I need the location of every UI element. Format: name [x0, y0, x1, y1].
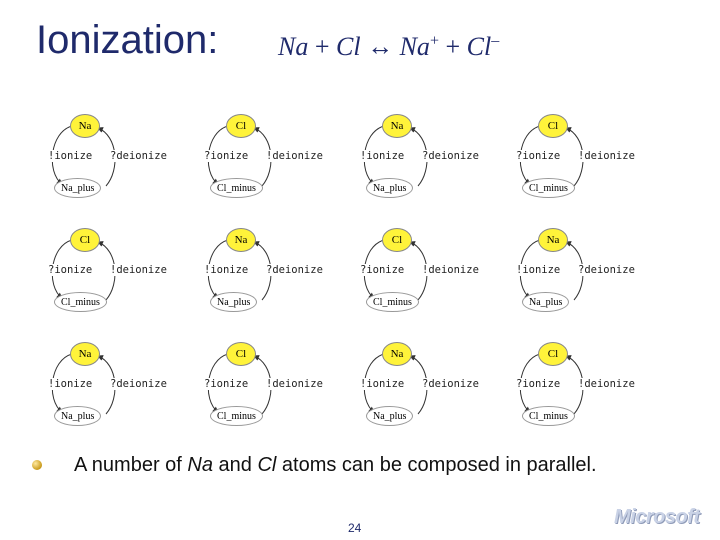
atom-state-node: Na [538, 228, 568, 252]
ionize-label: ?ionize [516, 378, 561, 390]
ionize-label: !ionize [516, 264, 561, 276]
bullet-text-part: and [212, 454, 258, 476]
ion-state-node: Na_plus [54, 178, 101, 198]
bullet-text-part: A number of [74, 454, 188, 476]
state-diagram [360, 110, 510, 220]
state-diagram [204, 338, 354, 448]
ion-state-node: Cl_minus [210, 178, 263, 198]
deionize-label: ?deionize [266, 264, 323, 276]
equation-cl-charge: – [491, 32, 500, 50]
deionize-label: ?deionize [422, 378, 479, 390]
atom-state-node: Na [70, 342, 100, 366]
deionize-label: !deionize [578, 378, 635, 390]
ion-state-node: Cl_minus [210, 406, 263, 426]
ion-state-node: Na_plus [366, 406, 413, 426]
atom-state-node: Na [382, 114, 412, 138]
state-diagram [516, 110, 666, 220]
ion-state-node: Na_plus [54, 406, 101, 426]
ionize-label: !ionize [360, 150, 405, 162]
bullet-icon [32, 460, 42, 470]
ion-state-node: Cl_minus [522, 406, 575, 426]
state-diagram [48, 110, 198, 220]
equation-na: Na [278, 32, 309, 61]
ionize-label: !ionize [48, 150, 93, 162]
equation-na-ion: Na [399, 32, 430, 61]
bullet-text-part: atoms can be composed in parallel. [276, 454, 597, 476]
atom-state-node: Cl [226, 342, 256, 366]
ionize-label: ?ionize [360, 264, 405, 276]
deionize-label: !deionize [422, 264, 479, 276]
equation-cl-ion: Cl [466, 32, 492, 61]
ionize-label: ?ionize [204, 150, 249, 162]
state-diagram [516, 338, 666, 448]
equation-plus: + [438, 32, 467, 61]
atom-state-node: Cl [382, 228, 412, 252]
deionize-label: ?deionize [110, 150, 167, 162]
atom-state-node: Cl [538, 114, 568, 138]
ion-state-node: Cl_minus [54, 292, 107, 312]
bullet-text-na: Na [187, 454, 213, 476]
deionize-label: !deionize [266, 378, 323, 390]
page-number: 24 [348, 521, 362, 535]
state-diagram [48, 224, 198, 334]
ionize-label: ?ionize [516, 150, 561, 162]
atom-state-node: Cl [226, 114, 256, 138]
atom-state-node: Cl [70, 228, 100, 252]
deionize-label: ?deionize [578, 264, 635, 276]
ion-state-node: Na_plus [366, 178, 413, 198]
state-diagram [516, 224, 666, 334]
deionize-label: !deionize [110, 264, 167, 276]
equation-arrow: ↔ [360, 32, 400, 61]
ion-state-node: Cl_minus [366, 292, 419, 312]
bullet-text-cl: Cl [257, 454, 277, 476]
equation-plus: + [308, 32, 337, 61]
state-diagram [204, 224, 354, 334]
ion-state-node: Na_plus [210, 292, 257, 312]
atom-state-node: Na [70, 114, 100, 138]
state-diagram [360, 338, 510, 448]
deionize-label: !deionize [578, 150, 635, 162]
atom-state-node: Cl [538, 342, 568, 366]
ion-state-node: Cl_minus [522, 178, 575, 198]
ionize-label: !ionize [360, 378, 405, 390]
ionize-label: !ionize [204, 264, 249, 276]
state-diagram [204, 110, 354, 220]
atom-state-node: Na [226, 228, 256, 252]
deionize-label: ?deionize [110, 378, 167, 390]
deionize-label: ?deionize [422, 150, 479, 162]
ionize-label: !ionize [48, 378, 93, 390]
equation-cl: Cl [336, 32, 361, 61]
deionize-label: !deionize [266, 150, 323, 162]
state-diagram [48, 338, 198, 448]
state-diagram [360, 224, 510, 334]
ionize-label: ?ionize [48, 264, 93, 276]
equation-na-charge: + [429, 32, 439, 50]
bullet-text [74, 452, 634, 478]
ion-state-node: Na_plus [522, 292, 569, 312]
microsoft-logo: Microsoft [614, 506, 700, 528]
atom-state-node: Na [382, 342, 412, 366]
slide-title: Ionization: [36, 18, 219, 62]
ionize-label: ?ionize [204, 378, 249, 390]
